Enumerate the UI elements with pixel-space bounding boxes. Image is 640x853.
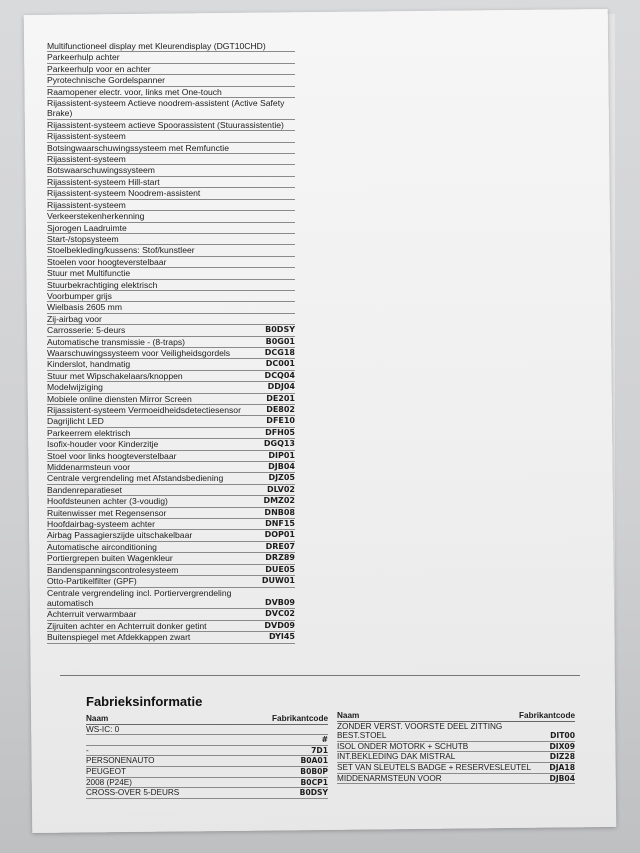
option-row: [47, 496, 295, 507]
option-row: [47, 268, 295, 279]
row-name: MIDDENARMSTEUN VOOR: [337, 773, 442, 783]
option-name: Pyrotechnische Gordelspanner: [47, 75, 165, 86]
option-name: Rijassistent-systeem: [47, 154, 126, 165]
row-name: PEUGEOT: [86, 766, 127, 776]
option-name: Stuur met Wipschakelaars/knoppen: [47, 370, 183, 381]
option-row: [47, 632, 295, 643]
option-name: Mobiele online diensten Mirror Screen: [47, 393, 192, 404]
option-name: Carrosserie: 5-deurs: [47, 325, 126, 336]
table-row: [337, 722, 575, 742]
option-row: [47, 508, 295, 519]
option-code: DFH05: [265, 427, 295, 437]
option-row: [47, 451, 295, 462]
option-row: [47, 98, 295, 120]
option-code: DYI45: [269, 632, 295, 642]
option-name: Stuur met Multifunctie: [47, 268, 131, 279]
option-row: [47, 52, 295, 63]
table-row: [337, 752, 575, 763]
option-row: [47, 87, 295, 98]
option-name: Automatische airconditioning: [47, 541, 157, 552]
option-row: [47, 280, 295, 291]
option-name: Rijassistent-systeem Noodrem-assistent: [47, 188, 201, 199]
row-code: DIZ28: [549, 752, 575, 762]
option-row: [47, 609, 295, 620]
option-row: [47, 462, 295, 473]
option-row: [47, 553, 295, 564]
option-row: [47, 291, 295, 302]
option-name: Hoofdairbag-systeem achter: [47, 519, 155, 530]
row-code: B0A01: [300, 756, 328, 766]
row-name: WS-IC: 0: [86, 724, 120, 734]
option-row: [47, 177, 295, 188]
option-name: Achterruit verwarmbaar: [47, 609, 137, 620]
table-row: [337, 774, 575, 785]
option-code: DRE07: [265, 541, 295, 551]
option-name: Kinderslot, handmatig: [47, 359, 131, 370]
option-row: [47, 165, 295, 176]
row-name: PERSONENAUTO: [86, 756, 155, 766]
factory-table-right: [337, 711, 575, 784]
option-row: [47, 371, 295, 382]
option-row: [47, 41, 295, 52]
option-row: [47, 416, 295, 427]
option-row: [47, 530, 295, 541]
option-code: DIP01: [268, 450, 295, 460]
option-code: DVD09: [264, 620, 295, 630]
option-name: Portiergrepen buiten Wagenkleur: [47, 553, 173, 564]
option-row: [47, 542, 295, 553]
table-header: [86, 714, 328, 725]
col-code-header: Fabrikantcode: [519, 711, 575, 720]
option-code: DDJ04: [267, 382, 295, 392]
option-name: Multifunctioneel display met Kleurendisplay (DGT10CHD): [47, 41, 266, 51]
option-code: DOP01: [264, 530, 295, 540]
row-code: DJB04: [549, 773, 575, 783]
option-name: Stoelbekleding/kussens: Stof/kunstleer: [47, 245, 195, 256]
option-name: Raamopener electr. voor, links met One-touch: [47, 86, 222, 97]
option-code: B0G01: [265, 336, 295, 346]
option-name: Stoelen voor hoogteverstelbaar: [47, 256, 167, 267]
option-row: [47, 234, 295, 245]
table-row: [86, 735, 328, 746]
table-row: [337, 763, 575, 774]
option-name: Sjorogen Laadruimte: [47, 222, 127, 233]
option-row: [47, 223, 295, 234]
option-name: Start-/stopsysteem: [47, 233, 119, 244]
option-row: [47, 439, 295, 450]
table-row: [86, 746, 328, 757]
option-name: Rijassistent-systeem Vermoeidheidsdetectiesensor: [47, 405, 241, 415]
row-name: INT.BEKLEDING DAK MISTRAL: [337, 752, 456, 762]
row-name: ZONDER VERST. VOORSTE DEEL ZITTING BEST.STOEL: [337, 721, 503, 741]
row-code: 7D1: [311, 745, 328, 755]
option-name: Isofix-houder voor Kinderzitje: [47, 439, 159, 450]
option-row: [47, 325, 295, 336]
option-name: Verkeerstekenherkenning: [47, 211, 145, 222]
col-name-header: Naam: [337, 711, 360, 720]
option-name: Stoel voor links hoogteverstelbaar: [47, 450, 177, 461]
option-code: DJB04: [268, 462, 295, 472]
option-name: Stuurbekrachtiging elektrisch: [47, 279, 158, 290]
option-name: Voorbumper grijs: [47, 290, 112, 301]
option-row: [47, 245, 295, 256]
option-name: Modelwijziging: [47, 382, 103, 393]
col-name-header: Naam: [86, 714, 109, 723]
option-row: [47, 143, 295, 154]
option-name: Wielbasis 2605 mm: [47, 302, 122, 313]
table-header: [337, 711, 575, 722]
option-name: Parkeerrem elektrisch: [47, 427, 131, 438]
option-name: Botsingwaarschuwingssysteem met Remfunctie: [47, 142, 229, 153]
option-code: DE201: [266, 393, 295, 403]
table-row: [337, 742, 575, 753]
factory-table-left: [86, 714, 328, 799]
option-name: Zij-airbag voor: [47, 313, 102, 324]
option-name: Parkeerhulp voor en achter: [47, 63, 151, 74]
option-code: DJZ05: [268, 473, 295, 483]
option-code: DGQ13: [263, 439, 295, 449]
option-row: [47, 519, 295, 530]
option-row: [47, 473, 295, 484]
option-row: [47, 120, 295, 131]
option-name: Centrale vergrendeling incl. Portiervergrendeling automatisch: [47, 587, 232, 608]
option-row: [47, 565, 295, 576]
option-name: Rijassistent-systeem: [47, 199, 126, 210]
table-row: [86, 767, 328, 778]
option-name: Centrale vergrendeling met Afstandsbediening: [47, 473, 224, 484]
option-name: Otto-Partikelfilter (GPF): [47, 576, 137, 587]
option-name: Ruitenwisser met Regensensor: [47, 507, 167, 518]
option-row: [47, 588, 295, 610]
row-code: DIX09: [549, 741, 575, 751]
option-name: Rijassistent-systeem Hill-start: [47, 176, 160, 187]
option-row: [47, 394, 295, 405]
option-name: Airbag Passagierszijde uitschakelbaar: [47, 530, 193, 541]
option-code: DC001: [265, 359, 295, 369]
option-code: DE802: [266, 405, 295, 414]
row-code: DIT00: [550, 731, 575, 741]
row-name: SET VAN SLEUTELS BADGE + RESERVESLEUTEL: [337, 762, 532, 772]
option-row: [47, 348, 295, 359]
option-row: [47, 257, 295, 268]
row-name: CROSS-OVER 5-DEURS: [86, 788, 180, 798]
option-code: DCG18: [264, 347, 295, 357]
option-name: Bandenspanningscontrolesysteem: [47, 564, 179, 575]
option-code: DLV02: [267, 484, 295, 494]
option-code: DNF15: [265, 519, 295, 529]
option-code: DUW01: [261, 576, 295, 586]
option-name: Middenarmsteun voor: [47, 462, 131, 473]
option-name: Hoofdsteunen achter (3-voudig): [47, 496, 168, 507]
section-divider: [60, 675, 580, 676]
option-code: DVB09: [264, 597, 295, 607]
table-row: [86, 756, 328, 767]
option-name: Waarschuwingssysteem voor Veiligheidsgordels: [47, 347, 231, 358]
option-row: [47, 154, 295, 165]
row-name: ISOL ONDER MOTORK + SCHUTB: [337, 741, 469, 751]
option-code: B0DSY: [265, 325, 295, 335]
row-code: B0B0P: [300, 766, 328, 776]
option-row: [47, 131, 295, 142]
option-name: Rijassistent-systeem Actieve noodrem-assistent (Active Safety Brake): [47, 98, 285, 119]
row-code: #: [321, 735, 328, 745]
option-name: Rijassistent-systeem actieve Spoorassistent (Stuurassistentie): [47, 119, 284, 130]
table-row: [86, 788, 328, 799]
option-row: [47, 428, 295, 439]
option-name: Bandenreparatieset: [47, 484, 123, 495]
option-row: [47, 337, 295, 348]
option-code: DRZ89: [265, 553, 295, 563]
option-row: [47, 485, 295, 496]
option-code: DFE10: [266, 416, 295, 426]
option-row: [47, 621, 295, 632]
option-code: DVC02: [265, 609, 295, 619]
col-code-header: Fabrikantcode: [272, 714, 328, 723]
option-row: [47, 359, 295, 370]
option-name: Zijruiten achter en Achterruit donker getint: [47, 620, 207, 631]
row-name: 2008 (P24E): [86, 777, 132, 787]
option-row: [47, 302, 295, 313]
option-row: [47, 314, 295, 325]
option-code: DCQ04: [264, 370, 295, 380]
table-row: [86, 778, 328, 789]
option-code: DUE05: [265, 564, 295, 574]
row-name: -: [86, 745, 89, 755]
option-row: [47, 382, 295, 393]
option-row: [47, 211, 295, 222]
option-row: [47, 64, 295, 75]
option-row: [47, 576, 295, 587]
row-code: B0CP1: [300, 777, 328, 787]
option-name: Dagrijlicht LED: [47, 416, 104, 427]
option-code: DNB08: [264, 507, 295, 517]
option-name: Rijassistent-systeem: [47, 131, 126, 142]
table-row: [86, 725, 328, 736]
option-row: [47, 200, 295, 211]
option-code: DMZ02: [263, 496, 295, 506]
row-code: B0DSY: [299, 788, 328, 798]
option-name: Buitenspiegel met Afdekkappen zwart: [47, 632, 191, 643]
section-title: Fabrieksinformatie: [86, 694, 203, 709]
option-name: Parkeerhulp achter: [47, 52, 120, 63]
option-row: [47, 188, 295, 199]
option-name: Botswaarschuwingssysteem: [47, 165, 155, 176]
row-code: DJA18: [549, 762, 575, 772]
options-list: [47, 41, 295, 644]
option-name: Automatische transmissie - (8-traps): [47, 336, 186, 347]
option-row: [47, 405, 295, 416]
option-row: [47, 75, 295, 86]
